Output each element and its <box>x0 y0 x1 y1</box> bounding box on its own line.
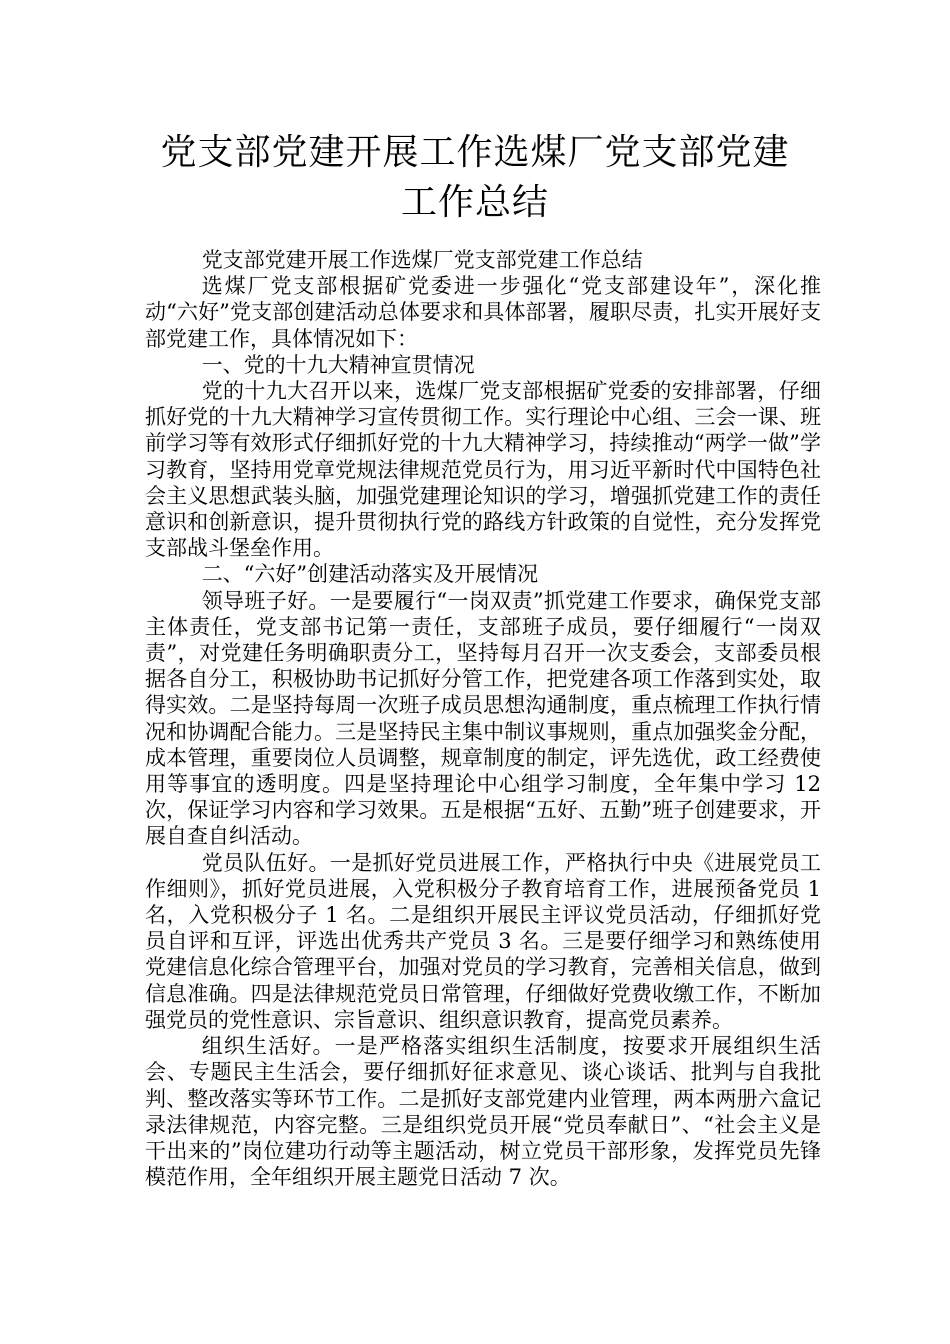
document-title: 党支部党建开展工作选煤厂党支部党建工作总结 <box>160 132 790 223</box>
paragraph: 组织生活好。一是严格落实组织生活制度，按要求开展组织生活会、专题民主生活会，要仔细抓好征求意见、谈心谈话、批判与自我批判、整改落实等环节工作。二是抓好支部党建内业管理，两本两册六盒记录法律规范，内容完整。三是组织党员开展“党员奉献日”、“社会主义是干出来的”岗位建功行动等主题活动，树立党员干部形象，发挥党员先锋模范作用，全年组织开展主题党日活动 7 次。 <box>145 1034 821 1190</box>
section-heading: 一、党的十九大精神宣贯情况 <box>201 352 475 377</box>
paragraph: 党的十九大召开以来，选煤厂党支部根据矿党委的安排部署，仔细抓好党的十九大精神学习宣传贯彻工作。实行理论中心组、三会一课、班前学习等有效形式仔细抓好党的十九大精神学习，持续推动“两学一做”学习教育，坚持用党章党规法律规范党员行为，用习近平新时代中国特色社会主义思想武装头脑，加强党建理论知识的学习，增强抓党建工作的责任意识和创新意识，提升贯彻执行党的路线方针政策的自觉性，充分发挥党支部战斗堡垒作用。 <box>145 379 821 561</box>
paragraph: 领导班子好。一是要履行“一岗双责”抓党建工作要求，确保党支部主体责任，党支部书记第一责任，支部班子成员，要仔细履行“一岗双责”，对党建任务明确职责分工，坚持每月召开一次支委会，支部委员根据各自分工，积极协助书记抓好分管工作，把党建各项工作落到实处，取得实效。二是坚持每周一次班子成员思想沟通制度，重点梳理工作执行情况和协调配合能力。三是坚持民主集中制议事规则，重点加强奖金分配，成本管理，重要岗位人员调整，规章制度的制定，评先选优，政工经费使用等事宜的透明度。四是坚持理论中心组学习制度，全年集中学习 12 次，保证学习内容和学习效果。五是根据“五好、五勤”班子创建要求，开展自查自纠活动。 <box>145 588 821 849</box>
section-heading: 二、“六好”创建活动落实及开展情况 <box>201 562 539 587</box>
document-body <box>145 247 821 1190</box>
paragraph: 党支部党建开展工作选煤厂党支部党建工作总结 <box>201 248 643 272</box>
paragraph: 选煤厂党支部根据矿党委进一步强化“党支部建设年”，深化推动“六好”党支部创建活动总体要求和具体部署，履职尽责，扎实开展好支部党建工作，具体情况如下： <box>145 274 821 351</box>
paragraph: 党员队伍好。一是抓好党员进展工作，严格执行中央《进展党员工作细则》，抓好党员进展，入党积极分子教育培育工作，进展预备党员 1 名，入党积极分子 1 名。二是组织开展民主评议党员活动，仔细抓好党员自评和互评，评选出优秀共产党员 3 名。三是要仔细学习和熟练使用党建信息化综合管理平台，加强对党员的学习教育，完善相关信息，做到信息准确。四是法律规范党员日常管理，仔细做好党费收缴工作，不断加强党员的党性意识、宗旨意识、组织意识教育，提高党员素养。 <box>145 850 821 1032</box>
